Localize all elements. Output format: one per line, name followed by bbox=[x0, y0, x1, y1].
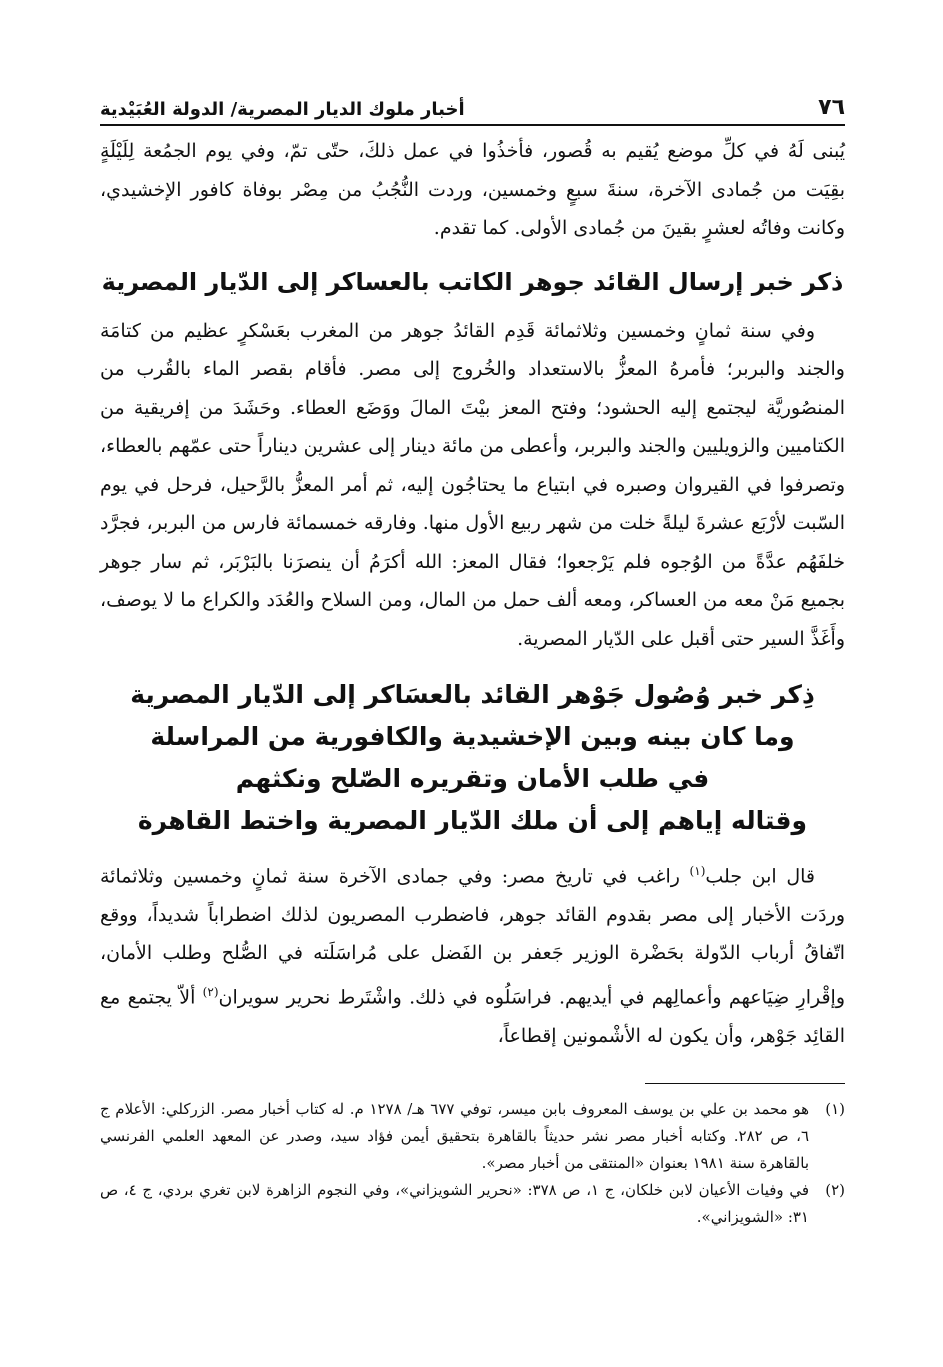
page-number: ٧٦ bbox=[818, 95, 845, 120]
running-title: أخبار ملوك الديار المصرية/ الدولة العُبَيْدية bbox=[100, 99, 465, 120]
running-header bbox=[100, 80, 845, 126]
paragraph-text: ألاّ يجتمع مع القائِد جَوْهر، وأن يكون له الأشْمونين إقطاعاً، bbox=[100, 986, 845, 1047]
section-paragraph-jawhar-dispatch: وفي سنة ثمانٍ وخمسين وثلاثمائة قَدِم القائدُ جوهر من المغرب بعَسْكرٍ عظيم من كتامَة والجند والبربر؛ فأمرهُ المعزُّ بالاستعداد والخُروج إلى مصر. فأقام بقصر الماء بالقُرب من المنصُوريَّة ليجتمع إليه الحشود؛ وفتح المعز بيْتَ المالَ ووَضَع العطاء. وحَشَدَ من إفريقية من الكتاميين والزويليين والجند والبربر، وأعطى من مائة دينار إلى عشرين ديناراً حتى عمّهم بالعطاء، وتصرفوا في القيروان وصبره في ابتياع ما يحتاجُون إليه، ثم أمر المعزُّ بالرَّحيل، فرحل في يوم السّبت لأرْبَع عشرةَ ليلةً خلت من شهر ربيع الأول منها. وفارقه خمسمائة فارس من البربر، فجرَّد خلفَهُم عدَّةً من الوُجوه فلم يَرْجعوا؛ فقال المعز: الله أكرَمُ أن ينصرَنا بالبَرْبَر، ثم سار جوهر بجميع مَنْ معه من العساكر، ومعه ألف حمل من المال، ومن السلاح والعُدَد والكراع ما لا يوصف، وأَغَذَّ السير حتى أقبل على الدّيار المصرية. bbox=[100, 319, 845, 650]
footnote-reference: (١) bbox=[689, 864, 706, 878]
footnote-text: هو محمد بن علي بن يوسف المعروف بابن ميسر، توفي ٦٧٧ هـ/ ١٢٧٨ م. له كتاب أخبار مصر. الزركلي: الأعلام ج ٦، ص ٢٨٢. وكتابه أخبار مصر نشر حديثاً بالقاهرة بتحقيق أيمن فؤاد سيد، وصدر عن المعهد العلمي الفرنسي بالقاهرة سنة ١٩٨١ بعنوان «المنتقى من أخبار مصر». bbox=[100, 1100, 810, 1173]
heading-line: ذِكر خبر وُصُول جَوْهر القائد بالعسَاكر إلى الدّيار المصرية bbox=[130, 680, 815, 709]
footnote-divider bbox=[645, 1083, 845, 1084]
footnote bbox=[100, 1096, 845, 1177]
section-heading-jawhar-arrival bbox=[100, 674, 845, 842]
heading-line: في طلب الأمان وتقريره الصّلح ونكثهم bbox=[235, 764, 710, 793]
paragraph-text: راغب في تاريخ مصر: وفي جمادى الآخرة سنة ثمانٍ وخمسين وثلاثمائة وردَت الأخبار إلى مصر بقدوم القائد جوهر، فاضطرب المصريون لذلك اضطراباً شديداً، ووقع اتّفاقُ أرباب الدّولة بحَضْرة الوزير جَعفر بن الفَضل على مُراسَلَته في الصُّلح وطلب الأمان، وإقْرارِ ضِيَاعهم وأعمالِهم في أيديهم. فراسَلُوه في ذلك. واشْتَرط نحرير سويران bbox=[100, 865, 846, 1009]
footnote bbox=[100, 1177, 845, 1231]
paragraph-text: قال ابن جلب bbox=[705, 865, 815, 888]
book-page bbox=[100, 80, 845, 1300]
footnote-text: في وفيات الأعيان لابن خلكان، ج ١، ص ٣٧٨: «نحرير الشويزاني»، وفي النجوم الزاهرة لابن تغري بردي، ج ٤، ص ٣١: «الشويزاني». bbox=[100, 1181, 810, 1227]
footnote-reference: (٢) bbox=[202, 984, 219, 999]
section-paragraph-jawhar-arrival bbox=[100, 852, 845, 1055]
footnote-number: (٢) bbox=[825, 1181, 845, 1200]
section-heading-jawhar-dispatch: ذكر خبر إرسال القائد جوهر الكاتب بالعساكر إلى الدّيار المصرية bbox=[101, 267, 844, 296]
heading-line: وما كان بينه وبين الإخشيدية والكافورية من المراسلة bbox=[150, 722, 795, 751]
heading-line: وقتاله إياهم إلى أن ملك الدّيار المصرية واختط القاهرة bbox=[137, 806, 808, 835]
top-paragraph: يُبنى لَهُ في كلِّ موضع يُقيم به قُصور، فأخذُوا في عمل ذلكَ، حتّى تمّ، وفي يوم الجمُعة لِلَيْلَةٍ بقِيَت من جُمادى الآخرة، سنةَ سبعٍ وخمسين، وردت النُّجُبُ من مِصْر بوفاة كافور الإخشيدي، وكانت وفاتُه لعشرٍ بقينَ من جُمادى الأولى. كما تقدم. bbox=[100, 140, 845, 239]
footnote-number: (١) bbox=[825, 1100, 845, 1119]
